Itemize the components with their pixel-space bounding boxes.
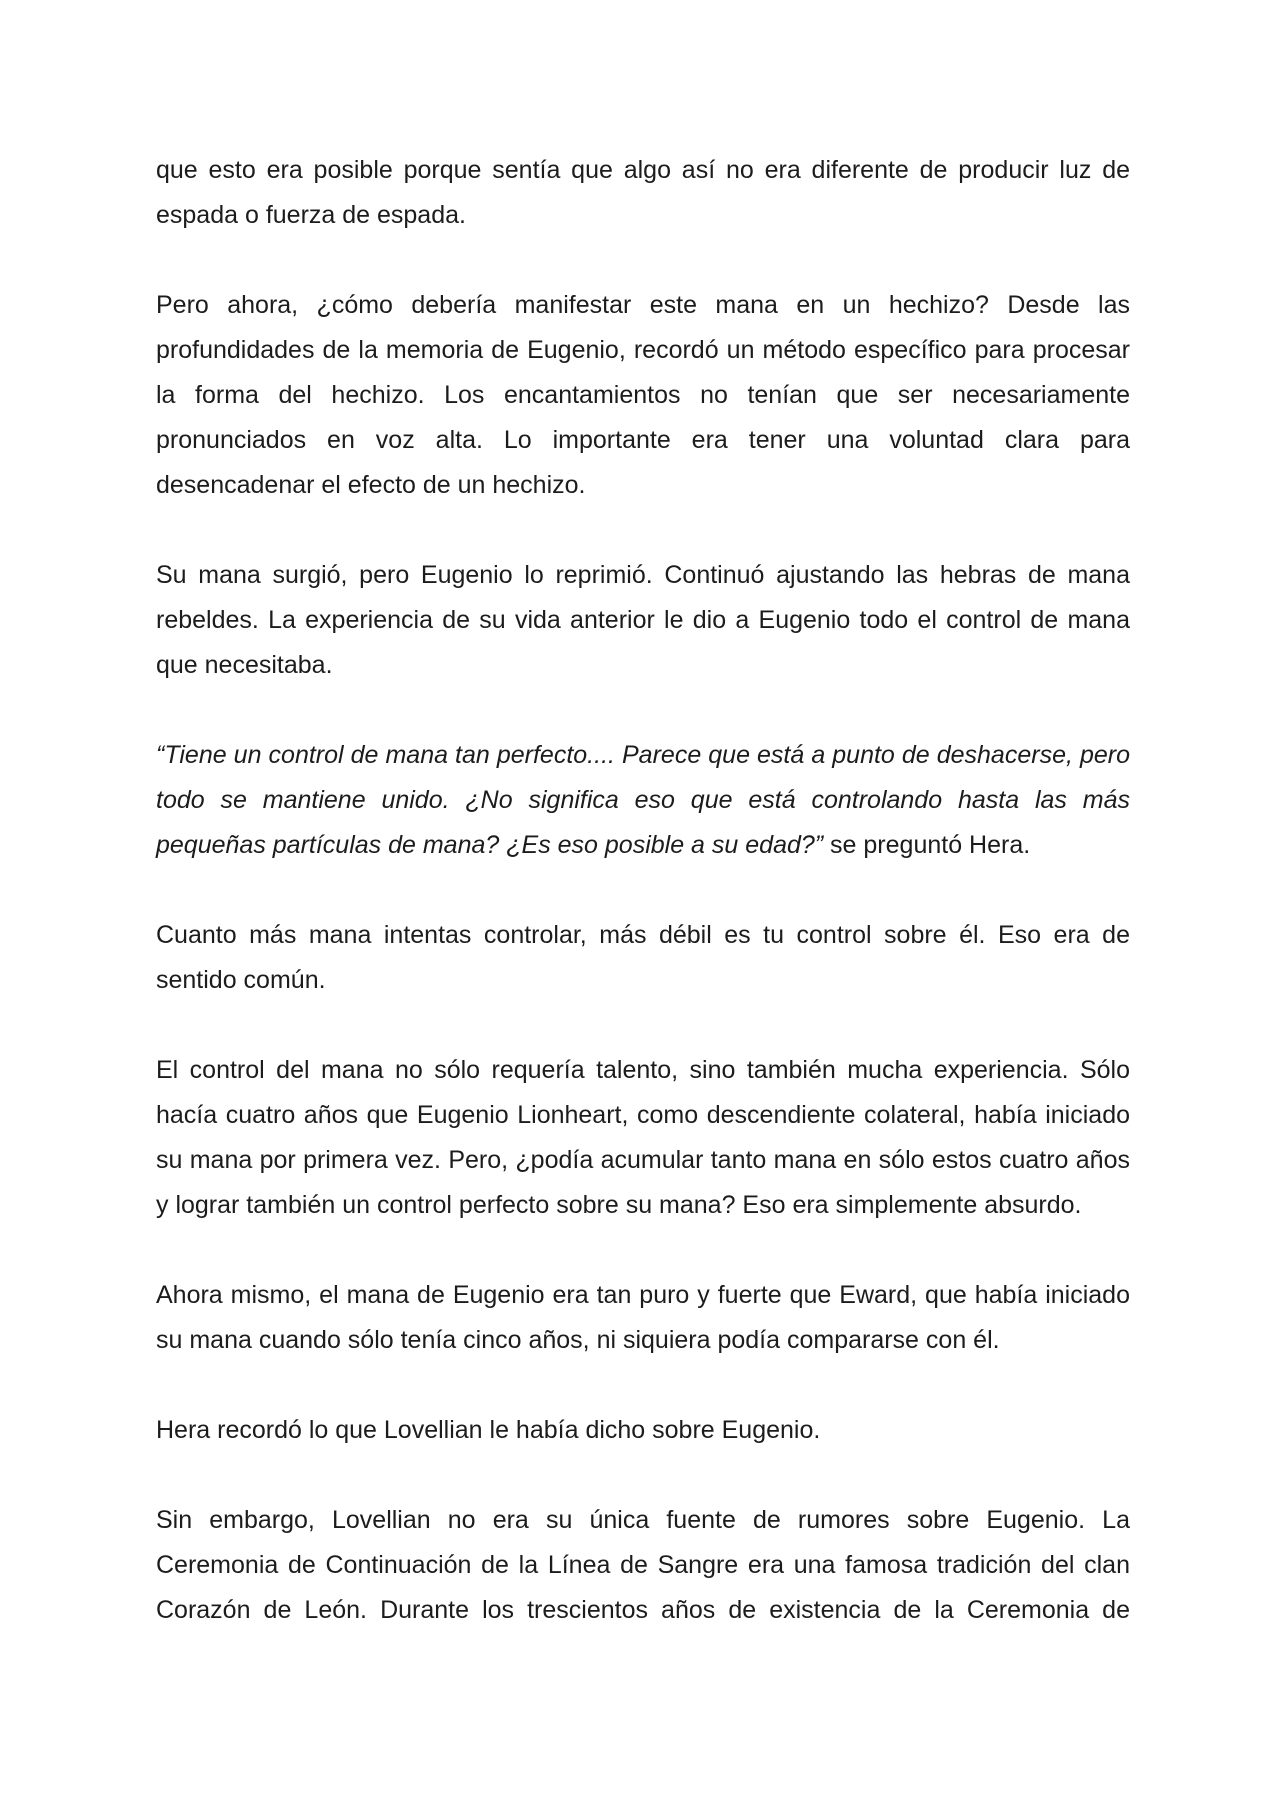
document-body: [156, 148, 1130, 1633]
paragraph-7: Ahora mismo, el mana de Eugenio era tan puro y fuerte que Eward, que había iniciado su mana cuando sólo tenía cinco años, ni siquiera podía compararse con él.: [156, 1281, 1130, 1354]
paragraph-4-attribution: se preguntó Hera.: [823, 831, 1031, 859]
paragraph-1: que esto era posible porque sentía que algo así no era diferente de producir luz de espada o fuerza de espada.: [156, 156, 1130, 229]
paragraph-6: El control del mana no sólo requería talento, sino también mucha experiencia. Sólo hacía cuatro años que Eugenio Lionheart, como descendiente colateral, había iniciado su mana por primera vez. Pero, ¿podía acumular tanto mana en sólo estos cuatro años y lograr también un control perfecto sobre su mana? Eso era simplemente absurdo.: [156, 1056, 1130, 1219]
paragraph-8: Hera recordó lo que Lovellian le había dicho sobre Eugenio.: [156, 1416, 821, 1444]
paragraph-4-italic-quote: “Tiene un control de mana tan perfecto.... Parece que está a punto de deshacerse, pero todo se mantiene unido. ¿No significa eso que está controlando hasta las más pequeñas partículas de mana? ¿Es eso posible a su edad?”: [156, 741, 1130, 859]
paragraph-9: Sin embargo, Lovellian no era su única fuente de rumores sobre Eugenio. La Ceremonia de Continuación de la Línea de Sangre era una famosa tradición del clan Corazón de León. Durante los trescientos años de existencia de la Ceremonia de: [156, 1506, 1130, 1624]
paragraph-5: Cuanto más mana intentas controlar, más débil es tu control sobre él. Eso era de sentido común.: [156, 921, 1130, 994]
paragraph-3: Su mana surgió, pero Eugenio lo reprimió. Continuó ajustando las hebras de mana rebeldes. La experiencia de su vida anterior le dio a Eugenio todo el control de mana que necesitaba.: [156, 561, 1130, 679]
paragraph-4: [156, 733, 1130, 868]
paragraph-2: Pero ahora, ¿cómo debería manifestar este mana en un hechizo? Desde las profundidades de la memoria de Eugenio, recordó un método específico para procesar la forma del hechizo. Los encantamientos no tenían que ser necesariamente pronunciados en voz alta. Lo importante era tener una voluntad clara para desencadenar el efecto de un hechizo.: [156, 291, 1130, 499]
